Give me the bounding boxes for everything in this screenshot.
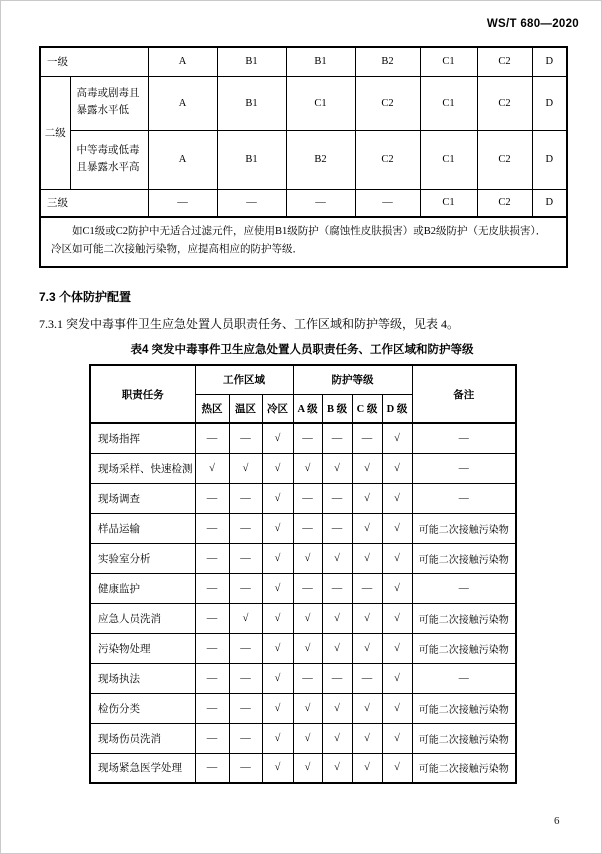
- duty-table-row: [90, 453, 516, 483]
- duty-mark-cell: √: [262, 543, 293, 573]
- level-cell: C2: [477, 47, 532, 76]
- duty-mark-cell: √: [262, 573, 293, 603]
- duty-mark-cell: √: [382, 483, 412, 513]
- duty-mark-cell: —: [195, 483, 229, 513]
- level-cell: B1: [217, 76, 286, 130]
- duty-mark-cell: —: [322, 423, 352, 453]
- duty-task-cell: 现场调查: [90, 483, 195, 513]
- duty-task-cell: 现场紧急医学处理: [90, 753, 195, 783]
- level-sub-label: 高毒或剧毒且暴露水平低: [70, 76, 148, 130]
- duty-mark-cell: √: [382, 513, 412, 543]
- level-cell: C1: [286, 76, 355, 130]
- duty-task-cell: 应急人员洗消: [90, 603, 195, 633]
- duty-mark-cell: √: [382, 603, 412, 633]
- duty-mark-cell: √: [352, 543, 382, 573]
- duty-mark-cell: —: [229, 423, 262, 453]
- duty-mark-cell: —: [293, 423, 322, 453]
- duty-mark-cell: —: [195, 693, 229, 723]
- duty-mark-cell: —: [195, 663, 229, 693]
- level-table-note-row: [40, 217, 567, 267]
- duty-remark-cell: —: [412, 453, 516, 483]
- level-row-3: [40, 189, 567, 217]
- duty-table-row: [90, 663, 516, 693]
- level-cell: —: [217, 189, 286, 217]
- duty-task-cell: 污染物处理: [90, 633, 195, 663]
- duty-mark-cell: √: [262, 723, 293, 753]
- col-header-work-zone: 工作区域: [195, 365, 293, 394]
- duty-mark-cell: √: [382, 543, 412, 573]
- col-header-hot-zone: 热区: [195, 394, 229, 423]
- duty-mark-cell: —: [229, 543, 262, 573]
- duty-table-row: [90, 693, 516, 723]
- duty-table-row: [90, 633, 516, 663]
- standard-code: WS/T 680—2020: [486, 18, 579, 30]
- page-number: 6: [554, 815, 560, 827]
- duty-mark-cell: —: [229, 513, 262, 543]
- duty-task-cell: 检伤分类: [90, 693, 195, 723]
- duty-mark-cell: √: [293, 753, 322, 783]
- duty-mark-cell: √: [352, 453, 382, 483]
- duty-task-cell: 现场执法: [90, 663, 195, 693]
- level-cell: A: [148, 76, 217, 130]
- clause-text: 7.3.1 突发中毒事件卫生应急处置人员职责任务、工作区域和防护等级，见表 4。: [39, 317, 460, 331]
- duty-mark-cell: —: [195, 603, 229, 633]
- col-header-warm-zone: 温区: [229, 394, 262, 423]
- duty-mark-cell: √: [352, 633, 382, 663]
- level-cell: C2: [355, 76, 420, 130]
- duty-mark-cell: —: [195, 753, 229, 783]
- duty-task-cell: 现场采样、快速检测: [90, 453, 195, 483]
- duty-mark-cell: √: [382, 633, 412, 663]
- duty-mark-cell: √: [382, 453, 412, 483]
- level-cell: D: [532, 130, 567, 189]
- level-cell: B1: [217, 130, 286, 189]
- duty-mark-cell: —: [293, 663, 322, 693]
- duty-mark-cell: —: [322, 483, 352, 513]
- duty-mark-cell: √: [322, 723, 352, 753]
- duty-table-row: [90, 513, 516, 543]
- duty-task-cell: 现场指挥: [90, 423, 195, 453]
- level-row-2b: [40, 130, 567, 189]
- level-cell: B2: [286, 130, 355, 189]
- duty-mark-cell: √: [262, 423, 293, 453]
- duty-mark-cell: √: [322, 543, 352, 573]
- duty-mark-cell: —: [195, 543, 229, 573]
- level-cell: B1: [286, 47, 355, 76]
- duty-mark-cell: —: [293, 483, 322, 513]
- duty-remark-cell: 可能二次接触污染物: [412, 723, 516, 753]
- duty-remark-cell: 可能二次接触污染物: [412, 543, 516, 573]
- duty-mark-cell: √: [382, 573, 412, 603]
- level-label: 一级: [40, 47, 148, 76]
- duty-table-body: [90, 423, 516, 783]
- duty-task-cell: 健康监护: [90, 573, 195, 603]
- duty-table-row: [90, 753, 516, 783]
- protection-level-table: [39, 46, 568, 268]
- duty-mark-cell: —: [229, 753, 262, 783]
- level-cell: B2: [355, 47, 420, 76]
- level-cell: C1: [420, 47, 477, 76]
- duty-mark-cell: √: [382, 693, 412, 723]
- duty-mark-cell: √: [262, 453, 293, 483]
- duty-mark-cell: —: [352, 663, 382, 693]
- duty-mark-cell: √: [293, 633, 322, 663]
- level-cell: —: [355, 189, 420, 217]
- level-cell: C2: [477, 130, 532, 189]
- col-header-level-c: C 级: [352, 394, 382, 423]
- duty-mark-cell: —: [195, 573, 229, 603]
- col-header-protection: 防护等级: [293, 365, 412, 394]
- duty-mark-cell: √: [262, 693, 293, 723]
- level-group-label: 二级: [40, 76, 70, 189]
- level-label: 三级: [40, 189, 148, 217]
- duty-table: [89, 364, 517, 784]
- duty-mark-cell: √: [229, 453, 262, 483]
- duty-table-row: [90, 543, 516, 573]
- level-cell: A: [148, 130, 217, 189]
- level-cell: C2: [355, 130, 420, 189]
- duty-mark-cell: √: [382, 663, 412, 693]
- duty-mark-cell: √: [229, 603, 262, 633]
- duty-remark-cell: 可能二次接触污染物: [412, 693, 516, 723]
- level-row-1: [40, 47, 567, 76]
- duty-task-cell: 样品运输: [90, 513, 195, 543]
- duty-task-cell: 实验室分析: [90, 543, 195, 573]
- duty-mark-cell: —: [195, 633, 229, 663]
- col-header-level-a: A 级: [293, 394, 322, 423]
- level-cell: C2: [477, 76, 532, 130]
- duty-table-row: [90, 423, 516, 453]
- col-header-remark: 备注: [412, 365, 516, 423]
- duty-mark-cell: —: [229, 693, 262, 723]
- duty-mark-cell: √: [352, 693, 382, 723]
- col-header-level-b: B 级: [322, 394, 352, 423]
- duty-mark-cell: √: [352, 603, 382, 633]
- duty-mark-cell: —: [293, 513, 322, 543]
- duty-mark-cell: —: [322, 513, 352, 543]
- duty-mark-cell: √: [352, 513, 382, 543]
- level-cell: A: [148, 47, 217, 76]
- level-cell: D: [532, 76, 567, 130]
- level-cell: B1: [217, 47, 286, 76]
- level-cell: D: [532, 189, 567, 217]
- duty-mark-cell: √: [322, 453, 352, 483]
- duty-mark-cell: √: [195, 453, 229, 483]
- duty-mark-cell: √: [352, 753, 382, 783]
- level-cell: —: [148, 189, 217, 217]
- duty-mark-cell: √: [382, 753, 412, 783]
- duty-mark-cell: √: [262, 633, 293, 663]
- duty-mark-cell: √: [352, 723, 382, 753]
- duty-mark-cell: √: [293, 543, 322, 573]
- level-cell: C1: [420, 76, 477, 130]
- duty-mark-cell: √: [293, 603, 322, 633]
- duty-mark-cell: √: [322, 753, 352, 783]
- duty-mark-cell: —: [322, 573, 352, 603]
- level-cell: C1: [420, 130, 477, 189]
- duty-mark-cell: —: [229, 723, 262, 753]
- col-header-task: 职责任务: [90, 365, 195, 423]
- duty-table-row: [90, 723, 516, 753]
- duty-table-row: [90, 483, 516, 513]
- table4-caption: 表4 突发中毒事件卫生应急处置人员职责任务、工作区域和防护等级: [130, 344, 474, 356]
- section-heading: 7.3 个体防护配置: [39, 290, 132, 304]
- duty-table-row: [90, 573, 516, 603]
- duty-mark-cell: —: [229, 633, 262, 663]
- level-cell: C2: [477, 189, 532, 217]
- duty-mark-cell: √: [352, 483, 382, 513]
- level-cell: D: [532, 47, 567, 76]
- duty-mark-cell: —: [229, 573, 262, 603]
- duty-remark-cell: —: [412, 423, 516, 453]
- duty-table-row: [90, 603, 516, 633]
- duty-mark-cell: √: [262, 483, 293, 513]
- duty-mark-cell: √: [262, 513, 293, 543]
- duty-mark-cell: √: [262, 603, 293, 633]
- duty-mark-cell: —: [229, 663, 262, 693]
- duty-remark-cell: 可能二次接触污染物: [412, 603, 516, 633]
- duty-mark-cell: —: [195, 513, 229, 543]
- duty-mark-cell: √: [322, 633, 352, 663]
- duty-mark-cell: —: [293, 573, 322, 603]
- level-table-note: 如C1级或C2防护中无适合过滤元件，应使用B1级防护（腐蚀性皮肤损害）或B2级防护（无皮肤损害）．冷区如可能二次接触污染物，应提高相应的防护等级．: [40, 217, 567, 267]
- col-header-cold-zone: 冷区: [262, 394, 293, 423]
- duty-mark-cell: √: [322, 693, 352, 723]
- duty-mark-cell: —: [229, 483, 262, 513]
- level-cell: C1: [420, 189, 477, 217]
- duty-mark-cell: —: [352, 423, 382, 453]
- duty-mark-cell: —: [195, 423, 229, 453]
- duty-mark-cell: √: [382, 423, 412, 453]
- duty-mark-cell: √: [293, 723, 322, 753]
- duty-remark-cell: 可能二次接触污染物: [412, 633, 516, 663]
- duty-mark-cell: √: [382, 723, 412, 753]
- duty-mark-cell: —: [352, 573, 382, 603]
- duty-mark-cell: —: [322, 663, 352, 693]
- duty-mark-cell: √: [293, 693, 322, 723]
- duty-mark-cell: √: [322, 603, 352, 633]
- duty-remark-cell: 可能二次接触污染物: [412, 753, 516, 783]
- duty-mark-cell: —: [195, 723, 229, 753]
- col-header-level-d: D 级: [382, 394, 412, 423]
- duty-remark-cell: —: [412, 483, 516, 513]
- duty-mark-cell: √: [262, 753, 293, 783]
- level-row-2a: [40, 76, 567, 130]
- duty-remark-cell: —: [412, 663, 516, 693]
- level-cell: —: [286, 189, 355, 217]
- duty-remark-cell: —: [412, 573, 516, 603]
- duty-mark-cell: √: [293, 453, 322, 483]
- level-sub-label: 中等毒或低毒且暴露水平高: [70, 130, 148, 189]
- duty-mark-cell: √: [262, 663, 293, 693]
- duty-task-cell: 现场伤员洗消: [90, 723, 195, 753]
- duty-remark-cell: 可能二次接触污染物: [412, 513, 516, 543]
